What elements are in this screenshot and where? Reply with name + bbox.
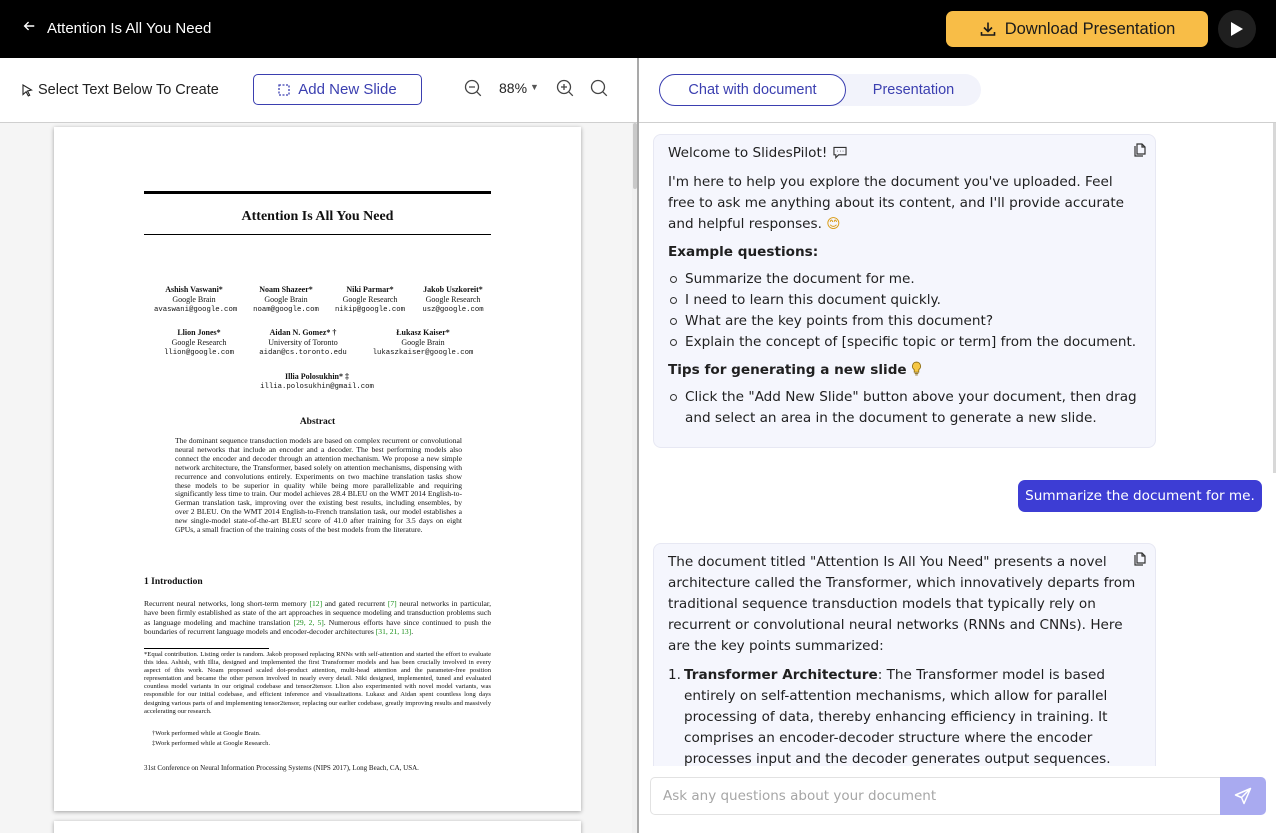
author-block [364,328,482,358]
intro-text: . [411,626,414,636]
author-email: aidan@cs.toronto.edu [259,349,347,357]
author-name: Llion Jones* [177,328,221,337]
citation-link[interactable]: [31, 21, 13] [375,626,412,636]
author-name: Aidan N. Gomez* † [269,328,337,337]
send-icon [1234,787,1252,805]
author-email: illia.polosukhin@gmail.com [260,383,374,391]
intro-paragraph [144,599,491,636]
copy-icon[interactable] [1134,143,1146,157]
user-message: Summarize the document for me. [1018,480,1262,512]
citation-link[interactable]: [7] [387,599,397,608]
list-item: I need to learn this document quickly. [668,290,1139,311]
point-number: 1. [668,667,681,683]
example-questions-list [668,269,1139,353]
footnote-dagger: †Work performed while at Google Brain. [152,730,261,737]
welcome-title [668,143,1139,164]
author-org: Google Brain [401,338,445,347]
point-text: : The Transformer model is based entirely on self-attention mechanisms, which allow for parallel processing of data, thereby enhancing efficiency in training. It comprises an encoder-decoder structure where the encoder processes input and the decoder generates output sequences. [684,667,1111,766]
chat-input-row [650,777,1266,815]
download-presentation-button[interactable] [946,11,1208,47]
title-rule-bottom [144,234,491,235]
tips-list [668,387,1139,429]
welcome-intro-text: I'm here to help you explore the document you've uploaded. Feel free to ask me anything about its content, and I'll provide accurate and helpful responses. [668,174,1125,232]
section-heading: 1 Introduction [144,577,203,587]
author-email: avaswani@google.com [154,306,238,314]
author-name: Jakob Uszkoreit* [423,285,483,294]
tab-chat-with-document[interactable]: Chat with document [659,74,846,106]
footnote-double-dagger: ‡Work performed while at Google Research. [152,740,271,747]
search-icon[interactable] [590,79,608,97]
author-email: llion@google.com [163,349,235,357]
author-email: noam@google.com [253,306,319,314]
author-block [244,372,390,392]
author-name: Noam Shazeer* [259,285,313,294]
footnote-rule [144,648,269,649]
chat-bubble-icon [832,146,848,159]
add-new-slide-label: Add New Slide [298,81,397,98]
title-rule-top [144,191,491,194]
author-name: Łukasz Kaiser* [396,328,450,337]
paper-title: Attention Is All You Need [241,209,394,224]
footnote-text: *Equal contribution. Listing order is random. Jakob proposed replacing RNNs with self-attention and started the effort to evaluate this idea. Ashish, with Illia, designed and implemented the first Transformer models and has been crucially involved in every aspect of this work. Noam proposed scaled dot-product attention, multi-head attention and the parameter-free position representation and became the other person involved in nearly every detail. Niki designed, implemented, tuned and evaluated countless model variants in our original codebase and tensor2tensor. Llion also experimented with novel model variants, was responsible for our initial codebase, and efficient inference and visualizations. Lukasz and Aidan spent countless long days designing various parts of and implementing tensor2tensor, replacing our earlier codebase, greatly improving results and massively accelerating our research. [144,651,491,715]
document-title: Attention Is All You Need [47,20,212,37]
reply-points-list [668,665,1139,766]
add-new-slide-button[interactable] [253,74,422,105]
welcome-message [653,134,1156,448]
author-org: Google Brain [264,295,308,304]
download-icon [979,20,997,38]
smile-emoji: 😊 [826,216,841,232]
intro-text: neural networks in particular, have been firmly established as state of the art approaches in sequence modeling and transduction problems such as language modeling and machine translation [144,599,491,627]
zoom-in-icon[interactable] [556,79,574,97]
examples-heading: Example questions: [668,244,819,260]
document-toolbar [0,58,638,123]
author-block [250,328,356,358]
author-email: lukaszkaiser@google.com [372,349,474,357]
panel-tabs [659,74,981,106]
author-name: Ashish Vaswani* [165,285,223,294]
chat-input[interactable] [650,777,1221,815]
top-bar [0,0,1276,58]
abstract-heading: Abstract [299,417,336,427]
zoom-dropdown-icon[interactable]: ▼ [530,82,539,92]
select-text-hint [22,82,219,98]
point-title: Transformer Architecture [684,667,878,683]
intro-text: and gated recurrent [322,599,388,608]
lightbulb-icon [911,361,922,376]
author-org: Google Research [342,295,398,304]
zoom-out-icon[interactable] [464,79,482,97]
zoom-level[interactable]: 88% [499,80,528,96]
author-block [334,285,406,315]
copy-icon[interactable] [1134,552,1146,566]
author-block [248,285,324,315]
author-org: Google Research [425,295,481,304]
cursor-icon [22,84,33,97]
list-item: What are the key points from this document? [668,311,1139,332]
author-org: Google Brain [172,295,216,304]
send-button[interactable] [1220,777,1266,815]
tab-presentation[interactable]: Presentation [872,82,955,98]
intro-text: . Numerous efforts have since continued to push the boundaries of recurrent language models and encoder-decoder architectures [144,617,491,636]
list-item [668,665,1139,766]
download-label: Download Presentation [1004,19,1176,38]
author-email: usz@google.com [422,306,484,314]
list-item: Click the "Add New Slide" button above your document, then drag and select an area in the document to generate a new slide. [668,387,1139,429]
document-viewer[interactable] [0,123,638,833]
author-name: Illia Polosukhin* ‡ [284,372,350,381]
chat-messages[interactable] [639,123,1276,766]
pdf-page-next[interactable] [54,821,581,833]
citation-link[interactable]: [29, 2, 5] [293,617,324,627]
welcome-intro [668,172,1139,235]
play-button[interactable] [1218,10,1256,48]
intro-text: Recurrent neural networks, long short-term memory [144,599,310,608]
author-org: University of Toronto [268,338,338,347]
play-icon [1230,21,1244,37]
pdf-page[interactable] [54,127,581,811]
author-block [154,285,238,315]
citation-link[interactable]: [12] [309,599,323,608]
author-org: Google Research [171,338,227,347]
welcome-title-text: Welcome to SlidesPilot! [668,145,828,161]
chat-toolbar [639,58,1276,123]
author-name: Niki Parmar* [346,285,394,294]
list-item: Explain the concept of [specific topic or term] from the document. [668,332,1139,353]
tips-heading-text: Tips for generating a new slide [668,362,907,378]
assistant-reply [653,543,1156,766]
list-item: Summarize the document for me. [668,269,1139,290]
author-block [413,285,493,315]
conference-note: 31st Conference on Neural Information Processing Systems (NIPS 2017), Long Beach, CA, USA. [144,764,419,772]
select-hint-label: Select Text Below To Create [38,82,219,98]
selection-box-icon [278,84,290,96]
reply-intro: The document titled "Attention Is All You Need" presents a novel architecture called the Transformer, which innovatively departs from traditional sequence transduction models that typically rely on recurrent or convolutional neural networks (RNNs and CNNs). Here are the key points summarized: [668,554,1136,654]
author-email: nikip@google.com [334,306,406,314]
tips-heading [668,360,1139,381]
author-block [154,328,244,358]
arrow-left-icon[interactable] [22,19,42,38]
abstract-text: The dominant sequence transduction models are based on complex recurrent or convolutional neural networks that include an encoder and a decoder. The best performing models also connect the encoder and decoder through an attention mechanism. We propose a new simple network architecture, the Transformer, based solely on attention mechanisms, dispensing with recurrence and convolutions entirely. Experiments on two machine translation tasks show these models to be superior in quality while being more parallelizable and requiring significantly less time to train. Our model achieves 28.4 BLEU on the WMT 2014 English-to-German translation task, improving over the existing best results, including ensembles, by over 2 BLEU. On the WMT 2014 English-to-French translation task, our model establishes a new single-model state-of-the-art BLEU score of 41.0 after training for 3.5 days on eight GPUs, a small fraction of the training costs of the best models from the literature. [175,436,462,535]
